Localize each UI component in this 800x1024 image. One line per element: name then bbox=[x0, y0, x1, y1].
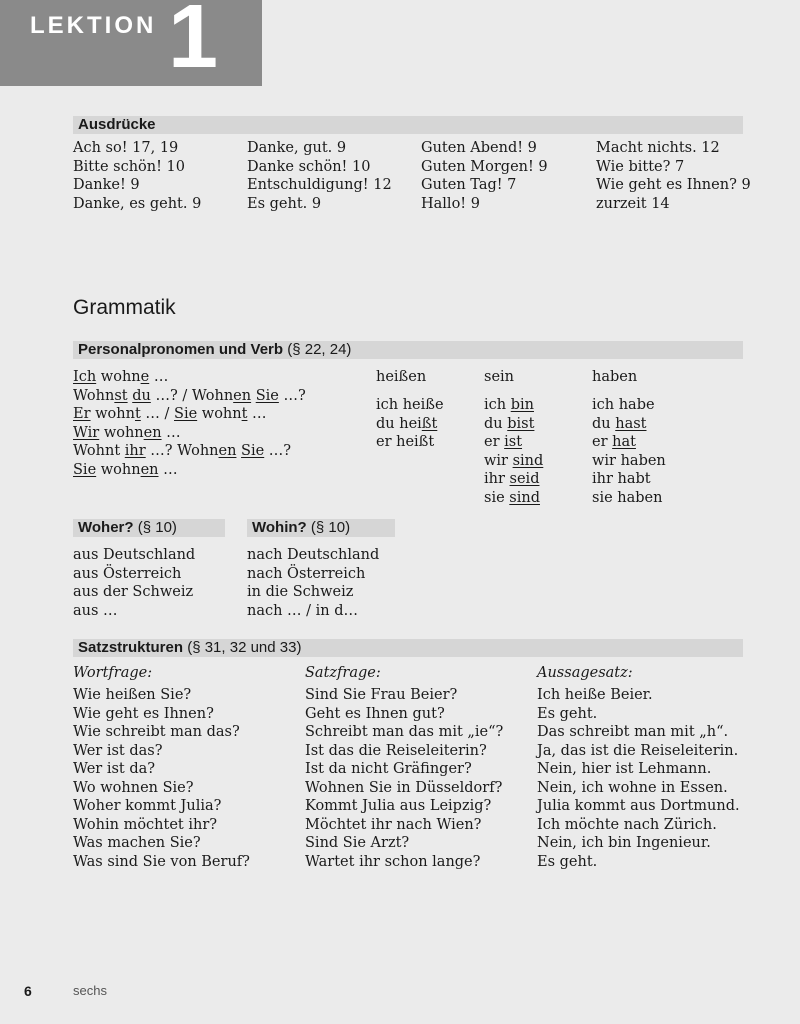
list-item: Was sind Sie von Beruf? bbox=[73, 853, 250, 870]
section-bar-ausdruecke bbox=[73, 116, 743, 134]
list-item: Wer ist da? bbox=[73, 761, 156, 777]
list-item: Sind Sie Frau Beier? bbox=[305, 687, 458, 703]
list-item: Kommt Julia aus Leipzig? bbox=[305, 798, 492, 814]
wohin-list bbox=[247, 546, 379, 620]
section-bar-satzstrukturen bbox=[73, 639, 743, 657]
list-item: ich bin bbox=[484, 397, 534, 413]
list-item: Danke schön! 10 bbox=[247, 158, 371, 175]
list-item: Ist das die Reiseleiterin? bbox=[305, 742, 487, 759]
woher-list bbox=[73, 546, 195, 620]
section-ref-satzstrukturen: (§ 31, 32 und 33) bbox=[187, 639, 302, 656]
list-item: er ist bbox=[484, 434, 523, 450]
list-item: Macht nichts. 12 bbox=[596, 140, 720, 156]
section-ref-woher: (§ 10) bbox=[137, 519, 177, 536]
list-item: ich heiße bbox=[376, 397, 444, 413]
ausdruecke-col-4 bbox=[596, 139, 751, 213]
list-item: Ich heiße Beier. bbox=[537, 687, 653, 703]
list-item: nach … / in d… bbox=[247, 602, 359, 619]
list-item: du bist bbox=[484, 415, 535, 432]
lesson-label: LEKTION bbox=[30, 12, 157, 39]
ausdruecke-col-2 bbox=[247, 139, 392, 213]
list-item: Sind Sie Arzt? bbox=[305, 835, 410, 851]
section-bar-woher bbox=[73, 519, 225, 537]
list-item: Wie geht es Ihnen? bbox=[73, 705, 214, 722]
list-item: du heißt bbox=[376, 415, 438, 432]
list-item: Ich möchte nach Zürich. bbox=[537, 816, 717, 833]
list-item: Möchtet ihr nach Wien? bbox=[305, 816, 482, 833]
list-item: Guten Tag! 7 bbox=[421, 177, 517, 193]
ausdruecke-col-3 bbox=[421, 139, 548, 213]
aussagesatz-head: Aussagesatz: bbox=[537, 665, 633, 681]
list-item: Guten Abend! 9 bbox=[421, 140, 537, 156]
verb-head-heissen: heißen bbox=[376, 369, 427, 385]
verb-forms-sein bbox=[484, 396, 543, 507]
section-title-woher: Woher? bbox=[78, 519, 134, 536]
list-item: Entschuldigung! 12 bbox=[247, 177, 392, 193]
list-item: Wie bitte? 7 bbox=[596, 158, 685, 175]
list-item: er heißt bbox=[376, 434, 435, 450]
section-ref-wohin: (§ 10) bbox=[310, 519, 351, 536]
list-item: Hallo! 9 bbox=[421, 195, 480, 212]
list-item: Wer ist das? bbox=[73, 742, 163, 759]
list-item: ich habe bbox=[592, 397, 655, 413]
list-item: Ja, das ist die Reiseleiterin. bbox=[537, 742, 739, 759]
section-ref-personalpronomen: (§ 22, 24) bbox=[287, 341, 352, 358]
verb-forms-haben bbox=[592, 396, 666, 507]
list-item: Er wohnt … / Sie wohnt … bbox=[73, 406, 267, 422]
list-item: nach Österreich bbox=[247, 565, 366, 582]
list-item: wir sind bbox=[484, 452, 544, 469]
list-item: Wohnt ihr …? Wohnen Sie …? bbox=[73, 443, 292, 459]
list-item: aus … bbox=[73, 602, 118, 619]
page-word: sechs bbox=[73, 983, 107, 998]
wortfrage-list bbox=[73, 686, 250, 871]
list-item: Danke, gut. 9 bbox=[247, 140, 347, 156]
list-item: Wir wohnen … bbox=[73, 424, 181, 441]
verb-forms-heissen bbox=[376, 396, 444, 452]
list-item: aus Deutschland bbox=[73, 547, 196, 563]
list-item: Wie heißen Sie? bbox=[73, 687, 192, 703]
list-item: Bitte schön! 10 bbox=[73, 158, 185, 175]
list-item: Wohnst du …? / Wohnen Sie …? bbox=[73, 387, 306, 404]
verb-head-sein: sein bbox=[484, 369, 514, 385]
list-item: Nein, ich bin Ingenieur. bbox=[537, 835, 711, 851]
ausdruecke-col-1 bbox=[73, 139, 201, 213]
wortfrage-head: Wortfrage: bbox=[73, 665, 153, 681]
list-item: Ist da nicht Gräfinger? bbox=[305, 761, 472, 777]
list-item: Das schreibt man mit „h“. bbox=[537, 724, 729, 740]
list-item: aus der Schweiz bbox=[73, 584, 194, 600]
verb-head-haben: haben bbox=[592, 369, 638, 385]
section-title-personalpronomen: Personalpronomen und Verb bbox=[78, 341, 284, 358]
list-item: sie sind bbox=[484, 489, 540, 506]
list-item: du hast bbox=[592, 415, 647, 432]
page-number: 6 bbox=[24, 983, 32, 999]
list-item: Was machen Sie? bbox=[73, 835, 201, 851]
list-item: Sie wohnen … bbox=[73, 461, 178, 478]
list-item: Danke, es geht. 9 bbox=[73, 195, 202, 212]
list-item: Es geht. 9 bbox=[247, 195, 322, 212]
list-item: Wohin möchtet ihr? bbox=[73, 816, 218, 833]
list-item: Guten Morgen! 9 bbox=[421, 158, 548, 175]
list-item: Wie schreibt man das? bbox=[73, 724, 240, 740]
list-item: Woher kommt Julia? bbox=[73, 798, 222, 814]
list-item: Schreibt man das mit „ie“? bbox=[305, 724, 504, 740]
grammatik-heading: Grammatik bbox=[73, 296, 176, 319]
list-item: Ach so! 17, 19 bbox=[73, 140, 179, 156]
list-item: ihr seid bbox=[484, 471, 540, 487]
list-item: in die Schweiz bbox=[247, 584, 354, 600]
section-bar-personalpronomen bbox=[73, 341, 743, 359]
section-title-wohin: Wohin? bbox=[252, 519, 307, 536]
list-item: Es geht. bbox=[537, 853, 598, 870]
lesson-header bbox=[0, 0, 262, 86]
list-item: Es geht. bbox=[537, 705, 598, 722]
satzfrage-list bbox=[305, 686, 503, 871]
list-item: Geht es Ihnen gut? bbox=[305, 705, 445, 722]
list-item: Nein, ich wohne in Essen. bbox=[537, 779, 728, 796]
list-item: Wie geht es Ihnen? 9 bbox=[596, 177, 751, 193]
section-title-satzstrukturen: Satzstrukturen bbox=[78, 639, 184, 656]
list-item: nach Deutschland bbox=[247, 547, 380, 563]
satzfrage-head: Satzfrage: bbox=[305, 665, 381, 681]
list-item: er hat bbox=[592, 434, 636, 450]
list-item: Ich wohne … bbox=[73, 369, 169, 385]
section-title-ausdruecke: Ausdrücke bbox=[78, 116, 156, 133]
aussagesatz-list bbox=[537, 686, 740, 871]
list-item: Nein, hier ist Lehmann. bbox=[537, 761, 712, 777]
list-item: Julia kommt aus Dortmund. bbox=[537, 798, 740, 814]
list-item: wir haben bbox=[592, 452, 666, 469]
list-item: ihr habt bbox=[592, 471, 651, 487]
list-item: sie haben bbox=[592, 489, 663, 506]
section-bar-wohin bbox=[247, 519, 395, 537]
list-item: zurzeit 14 bbox=[596, 195, 670, 212]
list-item: Wohnen Sie in Düsseldorf? bbox=[305, 779, 503, 796]
lesson-number: 1 bbox=[168, 0, 219, 87]
list-item: aus Österreich bbox=[73, 565, 182, 582]
list-item: Wartet ihr schon lange? bbox=[305, 853, 481, 870]
list-item: Wo wohnen Sie? bbox=[73, 779, 194, 796]
list-item: Danke! 9 bbox=[73, 177, 140, 193]
pronoun-lines bbox=[73, 368, 306, 479]
